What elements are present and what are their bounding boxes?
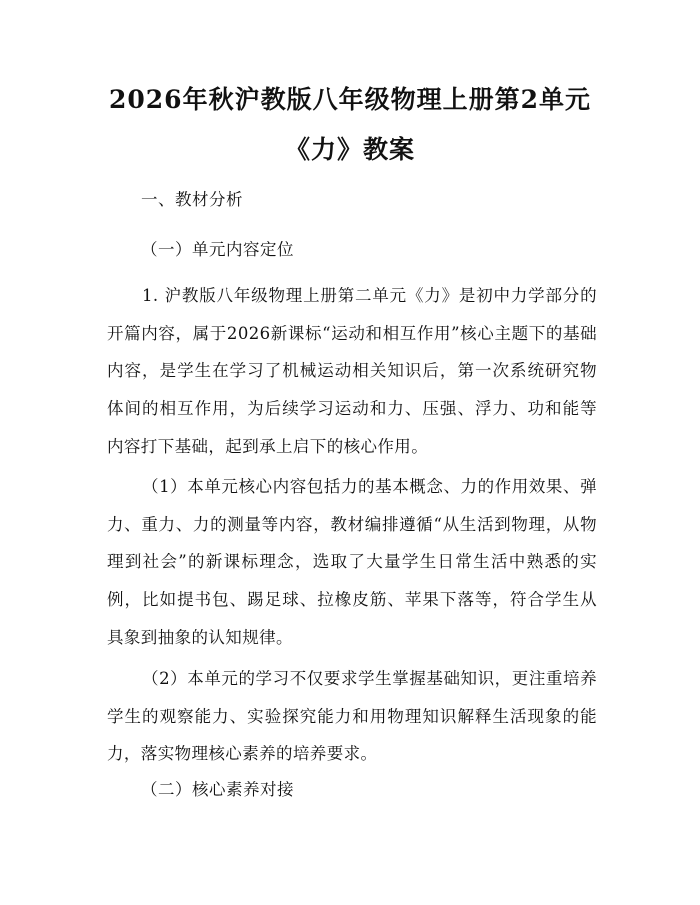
paragraph-unit-overview: 1. 沪教版八年级物理上册第二单元《力》是初中力学部分的开篇内容，属于2026新课标“运动和相互作用”核心主题下的基础内容，是学生在学习了机械运动相关知识后，第一次系统研究物体间的相互作用，为后续学习运动和力、压强、浮力、功和能等内容打下基础，起到承上启下的核心作用。 [107,286,597,456]
section-heading-textbook-analysis: 一、教材分析 [141,190,243,209]
document-title-line-2: 《力》教案 [284,135,415,164]
paragraph-learning-goals: （2）本单元的学习不仅要求学生掌握基础知识，更注重培养学生的观察能力、实验探究能力和用物理知识解释生活现象的能力，落实物理核心素养的培养要求。 [107,669,597,764]
subsection-heading-unit-positioning: （一）单元内容定位 [141,240,294,259]
paragraph-core-content: （1）本单元核心内容包括力的基本概念、力的作用效果、弹力、重力、力的测量等内容，教材编排遵循“从生活到物理，从物理到社会”的新课标理念，选取了大量学生日常生活中熟悉的实例，比如提书包、踢足球、拉橡皮筋、苹果下落等，符合学生从具象到抽象的认知规律。 [107,477,597,647]
document-title-line-1: 2026年秋沪教版八年级物理上册第2单元 [109,85,591,114]
subsection-heading-core-literacy: （二）核心素养对接 [141,780,294,799]
